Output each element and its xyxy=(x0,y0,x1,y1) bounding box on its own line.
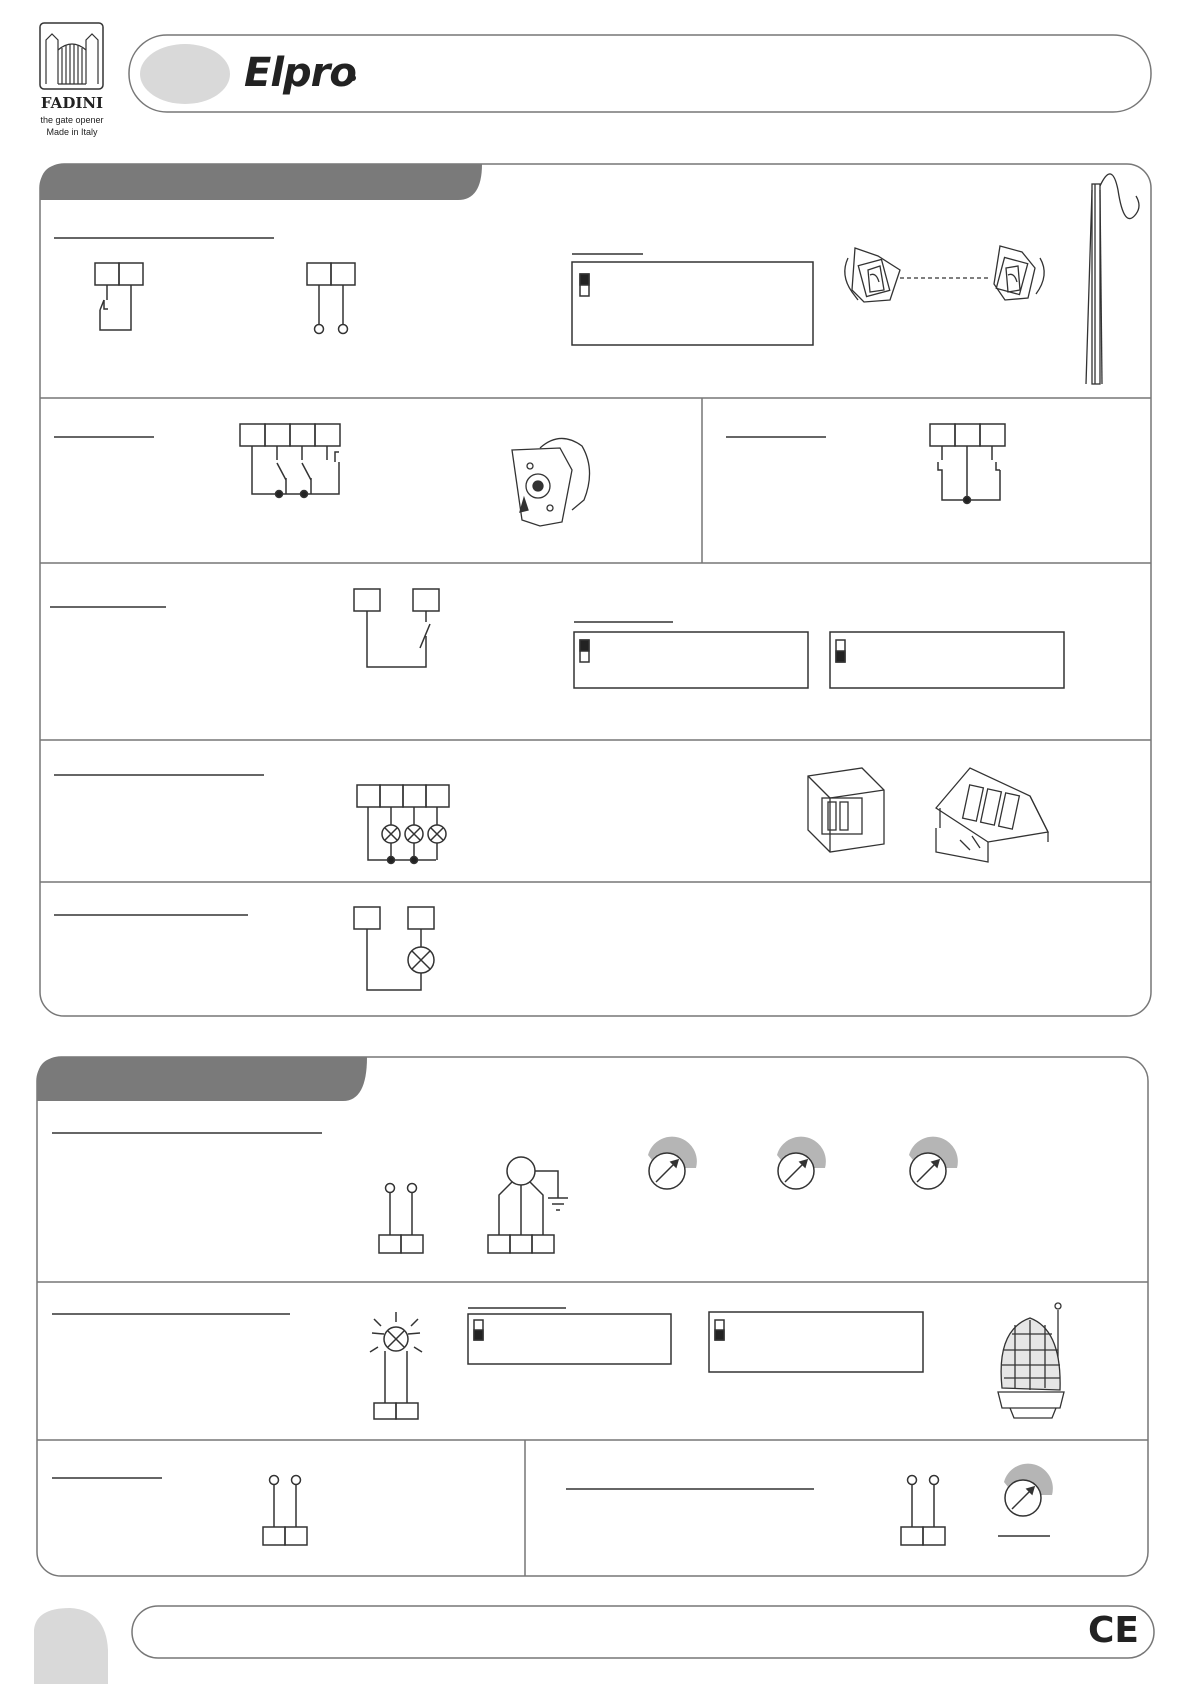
trimmer-2-icon xyxy=(777,1137,826,1189)
gate-icon xyxy=(46,34,98,84)
safety-edge-icon xyxy=(1086,174,1139,384)
beacon-lamp-icon xyxy=(998,1303,1064,1418)
two-separate-terminals xyxy=(354,589,439,667)
trimmer-4-icon xyxy=(1004,1464,1053,1516)
control-box-icon xyxy=(808,768,884,852)
motor-output-panel xyxy=(52,1133,958,1253)
four-way-terminal xyxy=(240,424,340,498)
section-2-tab xyxy=(37,1057,367,1101)
dip-switch-box xyxy=(572,262,813,345)
dip-switch-box-c xyxy=(468,1314,671,1364)
aux-terminal xyxy=(263,1476,307,1546)
push-button-panel xyxy=(726,424,1005,504)
section-1-frame xyxy=(40,164,1151,1016)
auxiliary-output-panel xyxy=(52,1476,307,1546)
power-supply-panel xyxy=(566,1464,1053,1545)
brand-tagline: the gate opener xyxy=(40,115,104,125)
ce-mark: CE xyxy=(1088,1610,1140,1651)
section-2-frame xyxy=(37,1057,1148,1576)
brand-origin: Made in Italy xyxy=(46,127,98,137)
fadini-logo xyxy=(40,23,103,89)
header-oval xyxy=(140,44,230,104)
control-box-open-icon xyxy=(936,768,1048,862)
supply-terminal xyxy=(901,1476,945,1546)
two-wire-output xyxy=(379,1184,423,1254)
lamp-terminal xyxy=(354,907,434,990)
courtesy-light-panel xyxy=(54,907,434,990)
key-switch-icon xyxy=(512,438,590,526)
dip-switch-box-a xyxy=(574,632,808,688)
open-contact-panel xyxy=(50,589,1064,688)
section-1-tab xyxy=(40,164,482,200)
nc-contact-terminal xyxy=(95,263,143,330)
page-number-oval xyxy=(34,1608,108,1684)
two-wire-terminal xyxy=(307,263,355,334)
three-way-terminal xyxy=(930,424,1005,504)
product-title: Elpro xyxy=(244,50,356,96)
motor-icon xyxy=(507,1157,535,1185)
dip-switch-box-b xyxy=(830,632,1064,688)
trimmer-3-icon xyxy=(909,1137,958,1189)
photocell-pair-icon xyxy=(845,246,1044,302)
trimmer-1-icon xyxy=(648,1137,697,1189)
footer-banner xyxy=(34,1606,1154,1684)
brand-name: FADINI xyxy=(40,94,104,112)
flashing-light-panel xyxy=(52,1303,1064,1419)
indicator-lights-panel xyxy=(54,768,1048,864)
photocell-panel xyxy=(54,174,1139,384)
dip-switch-box-d xyxy=(709,1312,923,1372)
key-selector-panel xyxy=(54,424,590,526)
flasher-terminal xyxy=(370,1312,422,1419)
motor-terminal xyxy=(488,1157,568,1253)
four-way-lamp-terminal xyxy=(357,785,449,864)
